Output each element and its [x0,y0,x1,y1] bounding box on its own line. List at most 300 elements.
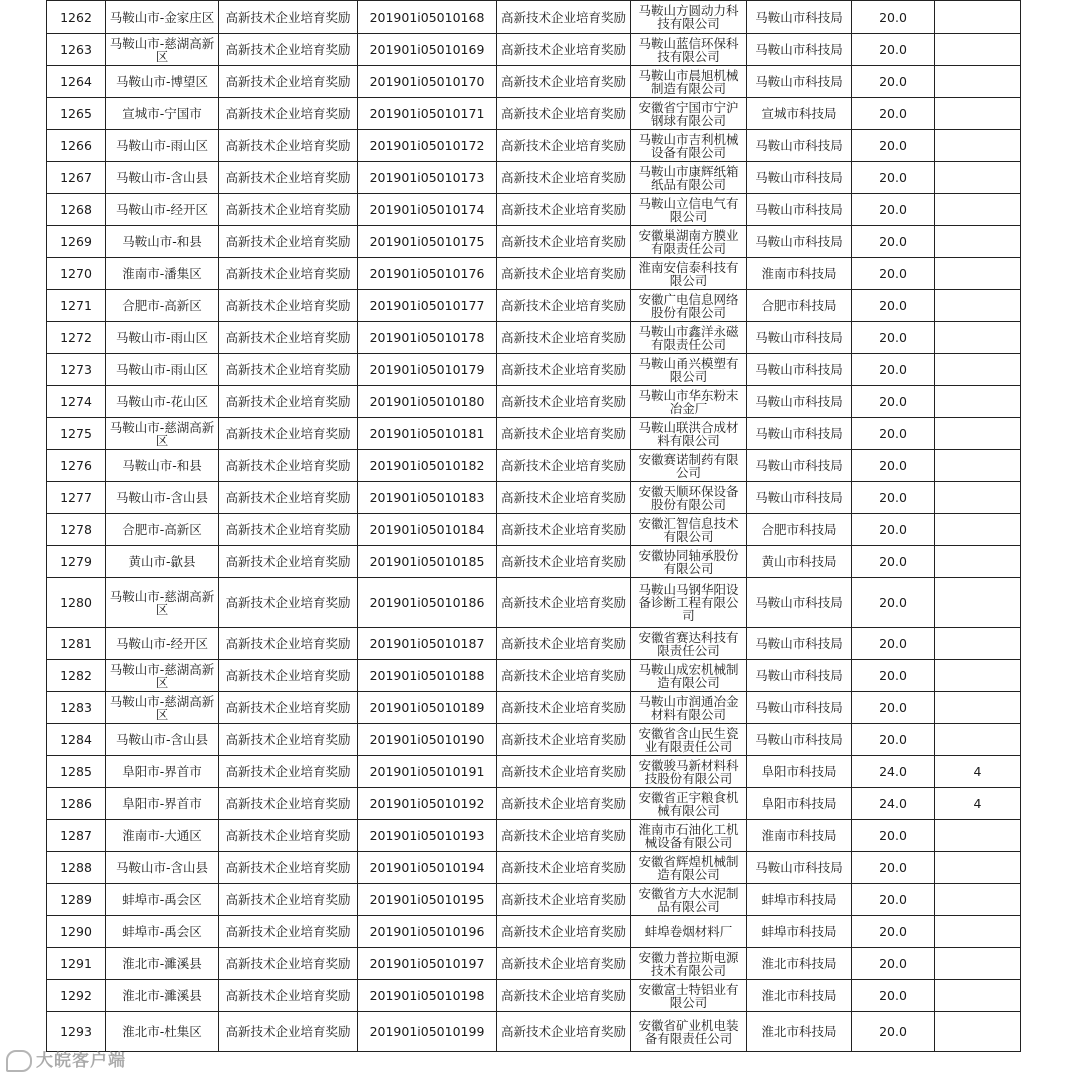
cell-project-category: 高新技术企业培育奖励 [219,354,358,386]
cell-project-code: 201901i05010184 [358,514,497,546]
table-row [47,788,1021,820]
cell-project-code: 201901i05010173 [358,162,497,194]
cell-region: 淮南市-大通区 [106,820,219,852]
cell-project-category: 高新技术企业培育奖励 [219,290,358,322]
cell-row-number: 1277 [47,482,106,514]
cell-amount: 20.0 [852,226,935,258]
cell-project-category: 高新技术企业培育奖励 [219,578,358,628]
table-row [47,820,1021,852]
cell-department: 马鞍山市科技局 [747,386,852,418]
table-row [47,482,1021,514]
cell-amount: 20.0 [852,948,935,980]
cell-company-name: 安徽协同轴承股份有限公司 [631,546,747,578]
table-row [47,948,1021,980]
table-row [47,884,1021,916]
cell-project-name: 高新技术企业培育奖励 [497,916,631,948]
cell-row-number: 1272 [47,322,106,354]
cell-project-code: 201901i05010188 [358,660,497,692]
cell-region: 马鞍山市-慈湖高新区 [106,692,219,724]
cell-row-number: 1288 [47,852,106,884]
cell-row-number: 1264 [47,66,106,98]
cell-project-category: 高新技术企业培育奖励 [219,482,358,514]
cell-amount: 20.0 [852,628,935,660]
table-row [47,354,1021,386]
table-row [47,692,1021,724]
cell-company-name: 马鞍山市康辉纸箱纸品有限公司 [631,162,747,194]
table-row [47,450,1021,482]
cell-department: 宣城市科技局 [747,98,852,130]
cell-remark [935,660,1021,692]
cell-region: 宣城市-宁国市 [106,98,219,130]
cell-project-category: 高新技术企业培育奖励 [219,514,358,546]
cell-row-number: 1282 [47,660,106,692]
cell-region: 阜阳市-界首市 [106,788,219,820]
cell-project-code: 201901i05010190 [358,724,497,756]
cell-row-number: 1278 [47,514,106,546]
table-row [47,660,1021,692]
cell-row-number: 1276 [47,450,106,482]
table-row [47,162,1021,194]
cell-amount: 20.0 [852,290,935,322]
cell-remark [935,546,1021,578]
table-row [47,98,1021,130]
cell-region: 马鞍山市-含山县 [106,724,219,756]
cell-project-category: 高新技术企业培育奖励 [219,628,358,660]
cell-project-code: 201901i05010192 [358,788,497,820]
cell-company-name: 马鞍山联洪合成材料有限公司 [631,418,747,450]
cell-amount: 24.0 [852,756,935,788]
cell-remark [935,354,1021,386]
cell-project-code: 201901i05010176 [358,258,497,290]
cell-remark [935,884,1021,916]
cell-amount: 20.0 [852,66,935,98]
cell-department: 马鞍山市科技局 [747,578,852,628]
cell-department: 马鞍山市科技局 [747,34,852,66]
cell-project-code: 201901i05010197 [358,948,497,980]
cell-region: 马鞍山市-雨山区 [106,322,219,354]
cell-region: 淮北市-杜集区 [106,1012,219,1052]
cell-row-number: 1275 [47,418,106,450]
cell-project-name: 高新技术企业培育奖励 [497,692,631,724]
cell-project-category: 高新技术企业培育奖励 [219,66,358,98]
cell-remark [935,916,1021,948]
cell-department: 马鞍山市科技局 [747,322,852,354]
cell-project-name: 高新技术企业培育奖励 [497,1012,631,1052]
cell-remark: 4 [935,788,1021,820]
cell-remark [935,628,1021,660]
cell-company-name: 马鞍山蓝信环保科技有限公司 [631,34,747,66]
cell-remark [935,322,1021,354]
cell-project-name: 高新技术企业培育奖励 [497,194,631,226]
cell-company-name: 马鞍山市晨旭机械制造有限公司 [631,66,747,98]
cell-amount: 20.0 [852,98,935,130]
cell-company-name: 淮南安信泰科技有限公司 [631,258,747,290]
cell-row-number: 1268 [47,194,106,226]
cell-region: 蚌埠市-禹会区 [106,916,219,948]
cell-project-category: 高新技术企业培育奖励 [219,34,358,66]
cell-project-name: 高新技术企业培育奖励 [497,660,631,692]
cell-project-code: 201901i05010185 [358,546,497,578]
cell-department: 马鞍山市科技局 [747,692,852,724]
table-row [47,226,1021,258]
cell-company-name: 安徽省正宇粮食机械有限公司 [631,788,747,820]
cell-project-code: 201901i05010177 [358,290,497,322]
cell-row-number: 1279 [47,546,106,578]
cell-project-code: 201901i05010182 [358,450,497,482]
cell-remark [935,1,1021,34]
watermark [6,1046,126,1072]
cell-region: 马鞍山市-含山县 [106,162,219,194]
cell-amount: 20.0 [852,194,935,226]
cell-department: 马鞍山市科技局 [747,418,852,450]
watermark-text: 大皖客户端 [36,1051,126,1071]
table-row [47,258,1021,290]
cell-region: 马鞍山市-博望区 [106,66,219,98]
table-row [47,418,1021,450]
cell-project-code: 201901i05010169 [358,34,497,66]
cell-region: 合肥市-高新区 [106,514,219,546]
cell-company-name: 马鞍山市鑫洋永磁有限责任公司 [631,322,747,354]
cell-row-number: 1280 [47,578,106,628]
cell-row-number: 1292 [47,980,106,1012]
cell-amount: 20.0 [852,418,935,450]
table-row [47,916,1021,948]
cell-project-category: 高新技术企业培育奖励 [219,692,358,724]
cell-company-name: 安徽省含山民生瓷业有限责任公司 [631,724,747,756]
table-body [47,1,1021,1052]
cell-remark [935,194,1021,226]
cell-project-category: 高新技术企业培育奖励 [219,386,358,418]
cell-region: 淮北市-濉溪县 [106,948,219,980]
table-row [47,756,1021,788]
cell-region: 马鞍山市-和县 [106,226,219,258]
table-row [47,852,1021,884]
cell-department: 阜阳市科技局 [747,788,852,820]
cell-amount: 20.0 [852,980,935,1012]
cell-amount: 20.0 [852,34,935,66]
cell-amount: 20.0 [852,916,935,948]
cell-department: 马鞍山市科技局 [747,162,852,194]
cell-project-code: 201901i05010178 [358,322,497,354]
cell-row-number: 1273 [47,354,106,386]
cell-company-name: 安徽天顺环保设备股份有限公司 [631,482,747,514]
cell-company-name: 安徽省方大水泥制品有限公司 [631,884,747,916]
cell-department: 蚌埠市科技局 [747,916,852,948]
table-row [47,724,1021,756]
cell-region: 马鞍山市-慈湖高新区 [106,660,219,692]
cell-remark [935,258,1021,290]
cell-region: 马鞍山市-金家庄区 [106,1,219,34]
cell-project-name: 高新技术企业培育奖励 [497,546,631,578]
cell-company-name: 马鞍山市华东粉末冶金厂 [631,386,747,418]
cell-project-category: 高新技术企业培育奖励 [219,1012,358,1052]
cell-project-name: 高新技术企业培育奖励 [497,386,631,418]
table-row [47,578,1021,628]
cell-department: 马鞍山市科技局 [747,628,852,660]
cell-company-name: 安徽骏马新材料科技股份有限公司 [631,756,747,788]
table-row [47,514,1021,546]
cell-amount: 20.0 [852,884,935,916]
cell-company-name: 马鞍山甬兴模塑有限公司 [631,354,747,386]
cell-remark [935,724,1021,756]
cell-department: 马鞍山市科技局 [747,660,852,692]
cell-region: 马鞍山市-慈湖高新区 [106,418,219,450]
cell-remark [935,386,1021,418]
cell-project-name: 高新技术企业培育奖励 [497,948,631,980]
cell-project-code: 201901i05010179 [358,354,497,386]
cell-department: 合肥市科技局 [747,514,852,546]
cell-project-category: 高新技术企业培育奖励 [219,724,358,756]
cell-region: 黄山市-歙县 [106,546,219,578]
cell-company-name: 安徽富士特铝业有限公司 [631,980,747,1012]
cell-project-code: 201901i05010172 [358,130,497,162]
cell-row-number: 1286 [47,788,106,820]
cell-project-code: 201901i05010183 [358,482,497,514]
cell-project-code: 201901i05010186 [358,578,497,628]
cell-company-name: 安徽广电信息网络股份有限公司 [631,290,747,322]
cell-department: 马鞍山市科技局 [747,1,852,34]
cell-company-name: 马鞍山市吉利机械设备有限公司 [631,130,747,162]
cell-project-category: 高新技术企业培育奖励 [219,226,358,258]
cell-amount: 20.0 [852,660,935,692]
cell-remark: 4 [935,756,1021,788]
cell-project-name: 高新技术企业培育奖励 [497,788,631,820]
cell-amount: 20.0 [852,514,935,546]
cell-project-category: 高新技术企业培育奖励 [219,130,358,162]
cell-amount: 20.0 [852,450,935,482]
cell-project-name: 高新技术企业培育奖励 [497,418,631,450]
table-row [47,130,1021,162]
cell-project-name: 高新技术企业培育奖励 [497,852,631,884]
cell-row-number: 1271 [47,290,106,322]
cell-region: 合肥市-高新区 [106,290,219,322]
cell-department: 淮南市科技局 [747,258,852,290]
table-row [47,322,1021,354]
table-row [47,1012,1021,1052]
cell-project-name: 高新技术企业培育奖励 [497,628,631,660]
cell-remark [935,514,1021,546]
cell-amount: 20.0 [852,322,935,354]
cell-project-category: 高新技术企业培育奖励 [219,820,358,852]
cell-row-number: 1262 [47,1,106,34]
cell-project-category: 高新技术企业培育奖励 [219,852,358,884]
cell-amount: 20.0 [852,130,935,162]
cell-project-category: 高新技术企业培育奖励 [219,322,358,354]
table-row [47,546,1021,578]
cell-row-number: 1290 [47,916,106,948]
cell-project-name: 高新技术企业培育奖励 [497,724,631,756]
cell-row-number: 1269 [47,226,106,258]
cell-row-number: 1265 [47,98,106,130]
cell-amount: 20.0 [852,820,935,852]
cell-remark [935,1012,1021,1052]
cell-department: 阜阳市科技局 [747,756,852,788]
cell-remark [935,980,1021,1012]
cell-amount: 20.0 [852,1012,935,1052]
cell-remark [935,482,1021,514]
table-row [47,34,1021,66]
cell-company-name: 马鞍山市润通冶金材料有限公司 [631,692,747,724]
cell-project-category: 高新技术企业培育奖励 [219,756,358,788]
cell-amount: 20.0 [852,1,935,34]
cell-project-code: 201901i05010198 [358,980,497,1012]
cell-remark [935,418,1021,450]
cell-project-code: 201901i05010170 [358,66,497,98]
cell-company-name: 蚌埠卷烟材料厂 [631,916,747,948]
cell-project-category: 高新技术企业培育奖励 [219,788,358,820]
cell-project-name: 高新技术企业培育奖励 [497,322,631,354]
cell-row-number: 1291 [47,948,106,980]
cell-remark [935,692,1021,724]
cell-region: 马鞍山市-花山区 [106,386,219,418]
cell-region: 马鞍山市-含山县 [106,852,219,884]
table-row [47,290,1021,322]
cell-row-number: 1287 [47,820,106,852]
cell-region: 马鞍山市-经开区 [106,628,219,660]
cell-department: 马鞍山市科技局 [747,450,852,482]
cell-project-category: 高新技术企业培育奖励 [219,546,358,578]
cell-department: 马鞍山市科技局 [747,852,852,884]
cell-region: 淮北市-濉溪县 [106,980,219,1012]
cell-row-number: 1284 [47,724,106,756]
cell-project-category: 高新技术企业培育奖励 [219,948,358,980]
cell-department: 马鞍山市科技局 [747,130,852,162]
cell-project-name: 高新技术企业培育奖励 [497,884,631,916]
cell-project-name: 高新技术企业培育奖励 [497,130,631,162]
cell-row-number: 1289 [47,884,106,916]
chat-bubble-icon [6,1050,32,1072]
cell-company-name: 淮南市石油化工机械设备有限公司 [631,820,747,852]
cell-region: 马鞍山市-慈湖高新区 [106,34,219,66]
cell-department: 马鞍山市科技局 [747,226,852,258]
cell-remark [935,290,1021,322]
cell-region: 马鞍山市-和县 [106,450,219,482]
cell-department: 马鞍山市科技局 [747,66,852,98]
cell-project-name: 高新技术企业培育奖励 [497,980,631,1012]
cell-project-name: 高新技术企业培育奖励 [497,226,631,258]
cell-row-number: 1267 [47,162,106,194]
cell-company-name: 马鞍山方圆动力科技有限公司 [631,1,747,34]
cell-amount: 20.0 [852,546,935,578]
cell-department: 合肥市科技局 [747,290,852,322]
cell-project-code: 201901i05010195 [358,884,497,916]
cell-department: 蚌埠市科技局 [747,884,852,916]
cell-remark [935,820,1021,852]
cell-company-name: 马鞍山成宏机械制造有限公司 [631,660,747,692]
cell-remark [935,852,1021,884]
cell-project-code: 201901i05010175 [358,226,497,258]
cell-region: 马鞍山市-含山县 [106,482,219,514]
cell-project-name: 高新技术企业培育奖励 [497,578,631,628]
cell-amount: 20.0 [852,354,935,386]
cell-project-code: 201901i05010180 [358,386,497,418]
cell-remark [935,948,1021,980]
cell-row-number: 1281 [47,628,106,660]
cell-remark [935,578,1021,628]
table-row [47,194,1021,226]
funding-table [46,0,1021,1052]
cell-amount: 20.0 [852,162,935,194]
table-row [47,386,1021,418]
cell-project-name: 高新技术企业培育奖励 [497,98,631,130]
cell-project-code: 201901i05010168 [358,1,497,34]
cell-remark [935,34,1021,66]
cell-department: 淮北市科技局 [747,1012,852,1052]
cell-project-code: 201901i05010194 [358,852,497,884]
cell-project-category: 高新技术企业培育奖励 [219,162,358,194]
cell-department: 马鞍山市科技局 [747,194,852,226]
cell-project-category: 高新技术企业培育奖励 [219,258,358,290]
cell-company-name: 安徽力普拉斯电源技术有限公司 [631,948,747,980]
cell-row-number: 1285 [47,756,106,788]
cell-remark [935,130,1021,162]
cell-row-number: 1293 [47,1012,106,1052]
cell-region: 马鞍山市-慈湖高新区 [106,578,219,628]
cell-project-code: 201901i05010174 [358,194,497,226]
cell-remark [935,66,1021,98]
cell-company-name: 马鞍山立信电气有限公司 [631,194,747,226]
cell-project-name: 高新技术企业培育奖励 [497,1,631,34]
cell-amount: 20.0 [852,724,935,756]
cell-project-category: 高新技术企业培育奖励 [219,916,358,948]
cell-project-code: 201901i05010181 [358,418,497,450]
cell-project-name: 高新技术企业培育奖励 [497,450,631,482]
cell-project-category: 高新技术企业培育奖励 [219,980,358,1012]
cell-project-category: 高新技术企业培育奖励 [219,660,358,692]
cell-project-code: 201901i05010193 [358,820,497,852]
cell-row-number: 1274 [47,386,106,418]
cell-project-code: 201901i05010187 [358,628,497,660]
cell-row-number: 1270 [47,258,106,290]
cell-row-number: 1283 [47,692,106,724]
cell-department: 马鞍山市科技局 [747,724,852,756]
cell-project-code: 201901i05010199 [358,1012,497,1052]
cell-company-name: 安徽赛诺制药有限公司 [631,450,747,482]
cell-region: 马鞍山市-经开区 [106,194,219,226]
cell-company-name: 马鞍山马钢华阳设备诊断工程有限公司 [631,578,747,628]
cell-project-name: 高新技术企业培育奖励 [497,354,631,386]
cell-department: 淮北市科技局 [747,948,852,980]
cell-row-number: 1266 [47,130,106,162]
cell-project-name: 高新技术企业培育奖励 [497,820,631,852]
cell-project-name: 高新技术企业培育奖励 [497,162,631,194]
cell-project-name: 高新技术企业培育奖励 [497,482,631,514]
cell-region: 马鞍山市-雨山区 [106,130,219,162]
cell-project-name: 高新技术企业培育奖励 [497,756,631,788]
cell-company-name: 安徽省矿业机电装备有限责任公司 [631,1012,747,1052]
cell-row-number: 1263 [47,34,106,66]
cell-region: 阜阳市-界首市 [106,756,219,788]
table-row [47,980,1021,1012]
table-row [47,628,1021,660]
cell-project-category: 高新技术企业培育奖励 [219,418,358,450]
cell-amount: 24.0 [852,788,935,820]
cell-project-category: 高新技术企业培育奖励 [219,884,358,916]
cell-project-code: 201901i05010191 [358,756,497,788]
cell-department: 淮南市科技局 [747,820,852,852]
cell-project-code: 201901i05010196 [358,916,497,948]
cell-department: 淮北市科技局 [747,980,852,1012]
cell-project-name: 高新技术企业培育奖励 [497,514,631,546]
table-row [47,1,1021,34]
cell-region: 马鞍山市-雨山区 [106,354,219,386]
cell-project-name: 高新技术企业培育奖励 [497,290,631,322]
cell-project-code: 201901i05010171 [358,98,497,130]
cell-company-name: 安徽汇智信息技术有限公司 [631,514,747,546]
cell-amount: 20.0 [852,578,935,628]
cell-project-category: 高新技术企业培育奖励 [219,450,358,482]
cell-project-name: 高新技术企业培育奖励 [497,258,631,290]
